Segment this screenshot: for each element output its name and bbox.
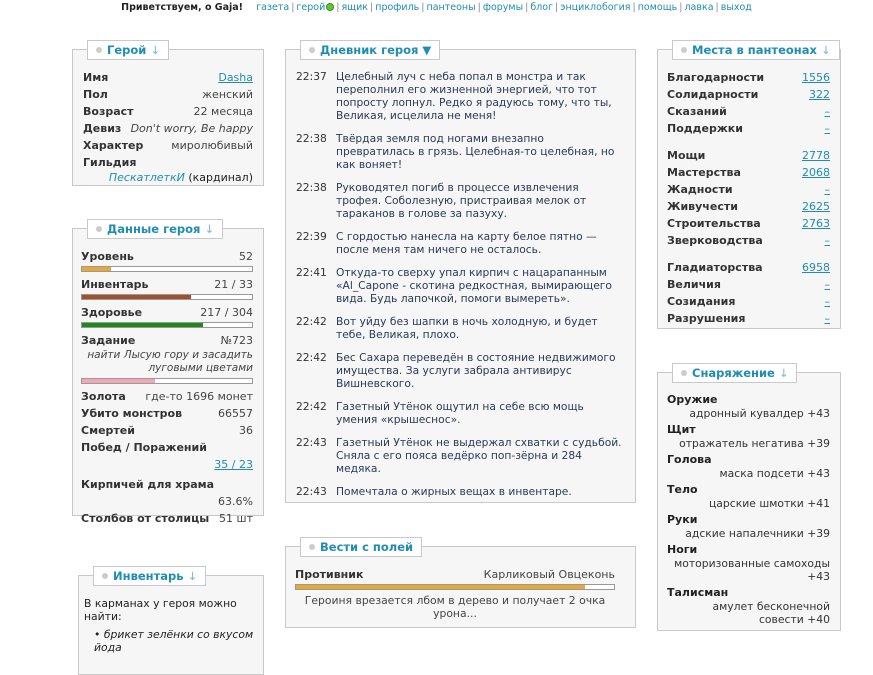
inventory-label: Инвентарь (81, 278, 149, 291)
pantheon-row (667, 259, 830, 276)
inventory-panel (78, 569, 264, 675)
equipment-slot-label: Тело (667, 483, 698, 496)
nav-link-2[interactable]: ящик (341, 2, 369, 13)
quest-number: №723 (220, 334, 253, 347)
field-news-title[interactable]: Вести с полей (300, 537, 422, 557)
bullet-icon (681, 370, 687, 376)
diary-entry (296, 132, 623, 171)
diary-message: Откуда-то сверху упал кирпич с нацарапанным «Al_Capone - скотина редкостная, вымирающего вида. Будь лапочкой, помоги вымереть». (336, 266, 612, 305)
enemy-label: Противник (295, 568, 364, 581)
diary-entry (296, 266, 623, 305)
equipment-item: маска подсети +43 (719, 467, 830, 480)
nav-link-3[interactable]: профиль (375, 2, 420, 13)
nav-separator: | (525, 2, 529, 13)
hero-field-label: Имя (83, 71, 109, 84)
hero-row (83, 69, 253, 86)
hero-name-link[interactable]: Dasha (218, 71, 253, 84)
equipment-slot-label: Талисман (667, 586, 729, 599)
inventory-value: 21 / 33 (214, 278, 253, 291)
pantheon-rank-link[interactable]: – (824, 105, 830, 118)
diary-panel (285, 43, 636, 503)
equipment-panel-title[interactable]: Снаряжение ↓ (672, 363, 797, 383)
pantheon-rank-link[interactable]: – (824, 122, 830, 135)
diary-entry (296, 485, 623, 498)
diary-message: Бес Сахара переведён в состояние недвижимого имущества. За услуги забрала антивирус Вишневского. (336, 351, 616, 390)
diary-entry (296, 230, 623, 256)
wins-losses-link[interactable]: 35 / 23 (214, 458, 253, 471)
guild-rank: (кардинал) (188, 171, 253, 184)
guild-link[interactable]: ПескатлеткИ (108, 171, 185, 184)
deaths-label: Смертей (81, 424, 135, 437)
diary-message: Газетный Утёнок ощутил на себе всю мощь умения «крышеснос». (336, 400, 584, 426)
equipment-slot-label: Ноги (667, 543, 698, 556)
diary-panel-title[interactable]: Дневник героя ▼ (300, 40, 440, 60)
diary-time: 22:38 (296, 181, 327, 194)
equipment-item: адские напалечники +39 (685, 527, 830, 540)
pantheon-rank-link[interactable]: – (824, 234, 830, 247)
pantheon-rank-link[interactable]: 1556 (802, 71, 830, 84)
nav-link-6[interactable]: блог (530, 2, 554, 13)
nav-link-5[interactable]: форумы (482, 2, 524, 13)
diary-message: Руководятел погиб в процессе извлечения трофея. Соболезную, пристраивая мелок от тараканов в голове за пазуху. (336, 181, 587, 220)
hero-field-value: Don't worry, Be happy (130, 122, 253, 135)
pantheon-rank-link[interactable]: 2625 (802, 200, 830, 213)
pantheons-panel-title[interactable]: Места в пантеонах ↓ (672, 40, 840, 60)
nav-link-8[interactable]: помощь (637, 2, 678, 13)
hero-panel-title[interactable]: Герой ↓ (87, 40, 169, 60)
pantheon-row (667, 293, 830, 310)
equipment-item: адронный кувалдер +43 (689, 407, 830, 420)
bricks-label: Кирпичей для храма (81, 478, 215, 491)
diary-message: Вот уйду без шапки в ночь холодную, и будет тебе, Великая, плохо. (336, 315, 598, 341)
level-label: Уровень (81, 250, 134, 263)
group-spacer (667, 137, 830, 147)
field-news-panel (285, 540, 636, 628)
hero-field-label: Пол (83, 88, 108, 101)
pantheon-row (667, 103, 830, 120)
pillars-value: 51 шт (219, 512, 253, 525)
diary-time: 22:43 (296, 436, 327, 449)
equipment-slot (667, 422, 830, 450)
bullet-icon (102, 573, 108, 579)
gold-value: где-то 1696 монет (145, 390, 253, 403)
pantheon-name: Живучести (667, 200, 738, 213)
inventory-item (94, 628, 255, 654)
pantheon-row (667, 120, 830, 137)
equipment-slot (667, 392, 830, 420)
bricks-value: 63.6% (218, 495, 253, 508)
toggle-arrow-icon: ↓ (778, 366, 789, 380)
diary-entry (296, 351, 623, 390)
equipment-slot-label: Оружие (667, 393, 718, 406)
pantheon-row (667, 147, 830, 164)
pantheon-name: Созидания (667, 295, 736, 308)
health-bar (81, 322, 253, 328)
pantheon-rank-link[interactable]: 2778 (802, 149, 830, 162)
hero-field-value: 22 месяца (193, 105, 253, 118)
nav-link-4[interactable]: пантеоны (426, 2, 476, 13)
nav-separator: | (632, 2, 636, 13)
diary-entry (296, 70, 623, 122)
pantheon-rank-link[interactable]: – (824, 295, 830, 308)
pantheon-row (667, 164, 830, 181)
pantheon-row (667, 181, 830, 198)
pantheon-name: Поддержки (667, 122, 743, 135)
pantheon-name: Величия (667, 278, 721, 291)
nav-link-9[interactable]: лавка (684, 2, 714, 13)
toggle-arrow-icon: ↓ (204, 222, 215, 236)
quest-label: Задание (81, 334, 136, 347)
inventory-item-name: брикет зелёнки со вкусом йода (94, 628, 254, 654)
equipment-slot-label: Руки (667, 513, 698, 526)
diary-time: 22:41 (296, 266, 327, 279)
equipment-slot (667, 452, 830, 480)
wins-losses-label: Побед / Поражений (81, 441, 207, 454)
equipment-slot (667, 482, 830, 510)
hero-row (83, 103, 253, 120)
enemy-health-bar (295, 584, 615, 590)
pantheon-rank-link[interactable]: 322 (809, 88, 830, 101)
bullet-icon: • (94, 628, 104, 641)
pillars-label: Столбов от столицы (81, 512, 210, 525)
pantheon-name: Разрушения (667, 312, 746, 325)
nav-separator: | (477, 2, 481, 13)
pantheon-row (667, 69, 830, 86)
nav-link-0[interactable]: газета (256, 2, 290, 13)
toggle-arrow-icon: ↓ (187, 569, 198, 583)
pantheon-name: Солидарности (667, 88, 759, 101)
pantheon-rank-link[interactable]: 2763 (802, 217, 830, 230)
hero-field-value: женский (202, 88, 253, 101)
online-status-icon (326, 3, 334, 11)
diary-time: 22:38 (296, 132, 327, 145)
diary-message: Твёрдая земля под ногами внезапно превратилась в грязь. Целебная-то целебная, но как воняет! (336, 132, 615, 171)
hero-field-label: Девиз (83, 122, 122, 135)
enemy-name: Карликовый Овцеконь (483, 568, 615, 581)
level-progress-bar (81, 266, 253, 272)
gold-label: Золота (81, 390, 126, 403)
greeting: Приветствуем, о Gaja! (121, 2, 244, 13)
pantheon-name: Жадности (667, 183, 733, 196)
pantheon-name: Мастерства (667, 166, 741, 179)
pantheon-name: Благодарности (667, 71, 765, 84)
hero-row (83, 120, 253, 137)
pantheon-name: Сказаний (667, 105, 727, 118)
diary-time: 22:43 (296, 485, 327, 498)
level-value: 52 (239, 250, 253, 263)
group-spacer (667, 249, 830, 259)
toggle-arrow-icon: ↓ (150, 43, 160, 57)
pantheon-rank-link[interactable]: – (824, 183, 830, 196)
top-navigation (0, 2, 873, 13)
bullet-icon (681, 47, 687, 53)
diary-time: 22:39 (296, 230, 327, 243)
nav-separator: | (370, 2, 374, 13)
hero-panel (72, 43, 264, 186)
health-value: 217 / 304 (200, 306, 253, 319)
pantheon-row (667, 86, 830, 103)
diary-entry (296, 315, 623, 341)
equipment-slot (667, 585, 830, 626)
diary-message: Помечтала о жирных вещах в инвентаре. (336, 485, 572, 498)
diary-entry (296, 181, 623, 220)
equipment-item: отражатель негатива +39 (679, 437, 830, 450)
pantheon-row (667, 198, 830, 215)
nav-separator: | (679, 2, 683, 13)
kills-value: 66557 (218, 407, 253, 420)
pantheon-name: Зверководства (667, 234, 763, 247)
diary-time: 22:37 (296, 70, 327, 83)
nav-separator: | (421, 2, 425, 13)
equipment-slot (667, 512, 830, 540)
equipment-slot-label: Голова (667, 453, 712, 466)
inventory-panel-title[interactable]: Инвентарь ↓ (93, 566, 206, 586)
diary-message: С гордостью нанесла на карту белое пятно — после меня там ничего не осталось. (336, 230, 597, 256)
equipment-item: моторизованные самоходы +43 (674, 557, 830, 583)
deaths-value: 36 (239, 424, 253, 437)
bullet-icon (96, 47, 102, 53)
nav-link-10[interactable]: выход (720, 2, 752, 13)
hero-row (83, 137, 253, 154)
hero-field-label: Возраст (83, 105, 134, 118)
inventory-bar (81, 294, 253, 300)
nav-separator: | (291, 2, 295, 13)
diary-time: 22:42 (296, 315, 327, 328)
pantheon-row (667, 276, 830, 293)
toggle-arrow-icon: ↓ (820, 43, 831, 57)
equipment-slot-label: Щит (667, 423, 696, 436)
nav-separator: | (715, 2, 719, 13)
pantheon-rank-link[interactable]: – (824, 312, 830, 325)
hero-field-label: Характер (83, 139, 144, 152)
hero-field-label: Гильдия (83, 156, 137, 169)
inventory-intro: В карманах у героя можно найти: (84, 597, 237, 623)
pantheon-name: Строительства (667, 217, 761, 230)
guild-line (83, 171, 253, 184)
health-label: Здоровье (81, 306, 143, 319)
pantheon-name: Гладиаторства (667, 261, 763, 274)
equipment-panel (657, 366, 841, 631)
nav-link-7[interactable]: энциклобогия (560, 2, 631, 13)
dropdown-arrow-icon: ▼ (422, 43, 432, 57)
pantheon-row (667, 310, 830, 327)
quest-text: найти Лысую гору и засадить луговыми цветами (87, 349, 253, 374)
hero-stats-panel (72, 222, 264, 525)
bullet-icon (96, 226, 102, 232)
equipment-item: амулет бесконечной совести +40 (712, 600, 830, 626)
pantheon-row (667, 232, 830, 249)
diary-entry (296, 400, 623, 426)
pantheon-name: Мощи (667, 149, 706, 162)
field-news-text: Героиня врезается лбом в дерево и получает 2 очка урона... (304, 594, 606, 620)
equipment-slot (667, 542, 830, 583)
hero-field-value: миролюбивый (171, 139, 253, 152)
diary-time: 22:42 (296, 351, 327, 364)
nav-separator: | (336, 2, 340, 13)
pantheon-rank-link[interactable]: 6958 (802, 261, 830, 274)
bullet-icon (309, 47, 315, 53)
diary-message: Газетный Утёнок не выдержал схватки с судьбой. Сняла с его пояса ведёрко поп-зёрна и 284 медяка. (336, 436, 622, 475)
diary-message: Целебный луч с неба попал в монстра и так переполнил его жизненной энергией, что тот попросту лопнул. Редко я радуюсь тому, что ты, Великая, исцелила не меня! (336, 70, 612, 122)
pantheons-panel (657, 43, 841, 329)
pantheon-rank-link[interactable]: 2068 (802, 166, 830, 179)
nav-separator: | (555, 2, 559, 13)
pantheon-rank-link[interactable]: – (824, 278, 830, 291)
quest-progress-bar (81, 378, 253, 384)
diary-entry (296, 436, 623, 475)
hero-row (83, 154, 253, 171)
pantheon-row (667, 215, 830, 232)
bullet-icon (309, 544, 315, 550)
kills-label: Убито монстров (81, 407, 183, 420)
equipment-item: царские шмотки +41 (708, 497, 830, 510)
stats-panel-title[interactable]: Данные героя ↓ (87, 219, 223, 239)
nav-link-1[interactable]: герой (296, 2, 326, 13)
diary-time: 22:42 (296, 400, 327, 413)
hero-row (83, 86, 253, 103)
